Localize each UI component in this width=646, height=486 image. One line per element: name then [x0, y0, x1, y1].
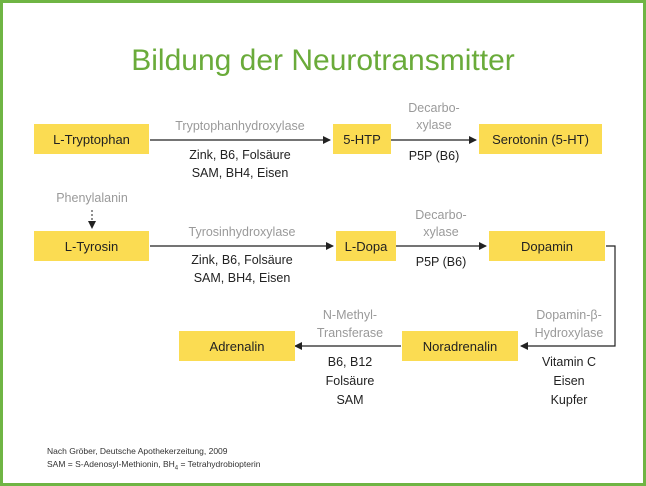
enzyme-pnmt-line1: N-Methyl- — [322, 308, 378, 322]
footnote-abbrev-prefix: SAM = S-Adenosyl-Methionin, BH — [47, 459, 175, 469]
node-noradrenalin: Noradrenalin — [402, 331, 518, 361]
enzyme-tryptophanhydroxylase: Tryptophanhydroxylase — [175, 119, 305, 133]
cofactor-pnmt-line1: B6, B12 — [327, 355, 373, 369]
node-serotonin: Serotonin (5-HT) — [479, 124, 602, 154]
enzyme-decarboxylase-1-line2: xylase — [416, 118, 452, 132]
node-l-tyrosin: L-Tyrosin — [34, 231, 149, 261]
cofactor-decarb2: P5P (B6) — [415, 255, 467, 269]
footnote-abbrev-suffix: = Tetrahydrobiopterin — [178, 459, 261, 469]
node-5-htp: 5-HTP — [333, 124, 391, 154]
cofactor-trp-line2: SAM, BH4, Eisen — [191, 166, 289, 180]
footnote-abbrev-subscript: 4 — [174, 465, 179, 472]
footnote-abbreviations — [47, 458, 260, 475]
enzyme-pnmt-line2: Transferase — [316, 326, 384, 340]
node-l-dopa: L-Dopa — [336, 231, 396, 261]
enzyme-decarboxylase-1-line1: Decarbo- — [408, 101, 460, 115]
cofactor-dbh-line2: Eisen — [553, 374, 585, 388]
cofactor-tyr-line1: Zink, B6, Folsäure — [191, 253, 293, 267]
slide-title: Bildung der Neurotransmitter — [131, 44, 515, 77]
cofactor-pnmt-line3: SAM — [336, 393, 364, 407]
node-l-tryptophan: L-Tryptophan — [34, 124, 149, 154]
cofactor-trp-line1: Zink, B6, Folsäure — [189, 148, 291, 162]
enzyme-decarboxylase-2-line1: Decarbo- — [415, 208, 467, 222]
cofactor-decarb1: P5P (B6) — [408, 149, 460, 163]
node-dopamin: Dopamin — [489, 231, 605, 261]
footnote-source: Nach Gröber, Deutsche Apothekerzeitung, 2009 — [47, 446, 228, 456]
enzyme-tyrosinhydroxylase: Tyrosinhydroxylase — [188, 225, 296, 239]
cofactor-tyr-line2: SAM, BH4, Eisen — [193, 271, 291, 285]
enzyme-dbh-line2: Hydroxylase — [534, 326, 604, 340]
enzyme-dbh-line1: Dopamin-β- — [536, 308, 602, 322]
precursor-phenylalanin: Phenylalanin — [56, 191, 128, 205]
cofactor-pnmt-line2: Folsäure — [325, 374, 375, 388]
node-adrenalin: Adrenalin — [179, 331, 295, 361]
enzyme-decarboxylase-2-line2: xylase — [423, 225, 459, 239]
cofactor-dbh-line1: Vitamin C — [542, 355, 596, 369]
cofactor-dbh-line3: Kupfer — [550, 393, 588, 407]
